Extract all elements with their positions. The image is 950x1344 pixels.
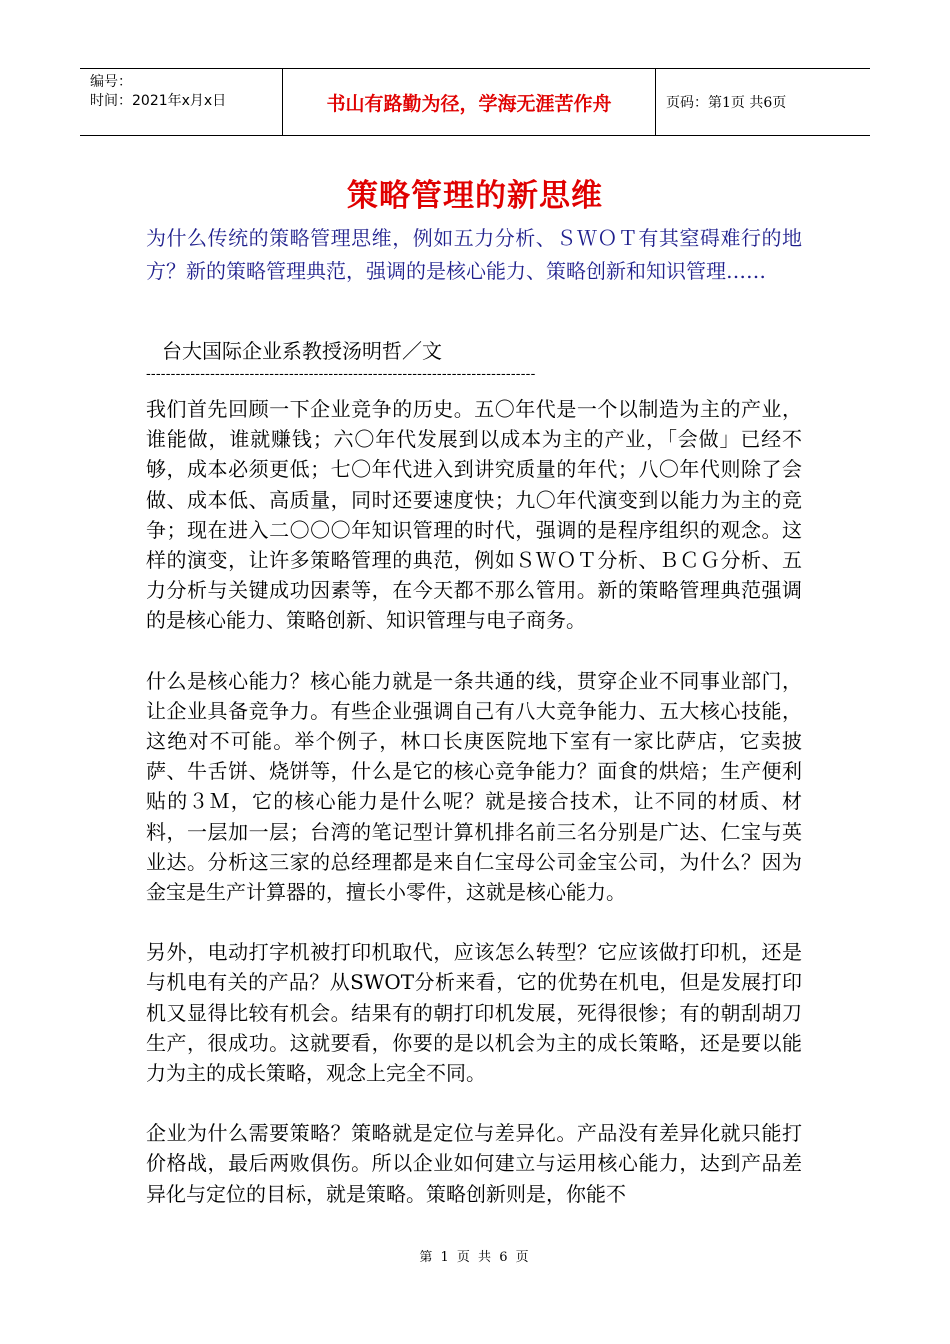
paragraph: 什么是核心能力？核心能力就是一条共通的线，贯穿企业不同事业部门，让企业具备竞争力。有些企业强调自己有八大竞争能力、五大核心技能，这绝对不可能。举个例子，林口长庚医院地下室有一家比萨店，它卖披萨、牛舌饼、烧饼等，什么是它的核心竞争能力？面食的烘焙；生产便利贴的３Ｍ，它的核心能力是什么呢？就是接合技术，让不同的材质、材料，一层加一层；台湾的笔记型计算机排名前三名分别是广达、仁宝与英业达。分析这三家的总经理都是来自仁宝母公司金宝公司，为什么？因为金宝是生产计算器的，擅长小零件，这就是核心能力。 <box>146 668 802 905</box>
header-page-info: 页码：第1页 共6页 <box>666 95 787 111</box>
divider-line: ------------------------------------------------------------------------------- <box>146 366 536 382</box>
paragraph: 企业为什么需要策略？策略就是定位与差异化。产品没有差异化就只能打价格战，最后两败俱伤。所以企业如何建立与运用核心能力，达到产品差异化与定位的目标，就是策略。策略创新则是，你能不 <box>146 1121 802 1206</box>
body-text <box>146 394 802 1239</box>
paragraph: 我们首先回顾一下企业竞争的历史。五〇年代是一个以制造为主的产业，谁能做，谁就赚钱；六〇年代发展到以成本为主的产业，「会做」已经不够，成本必须更低；七〇年代进入到讲究质量的年代；八〇年代则除了会做、成本低、高质量，同时还要速度快；九〇年代演变到以能力为主的竞争；现在进入二〇〇〇年知识管理的时代，强调的是程序组织的观念。这样的演变，让许多策略管理的典范，例如ＳＷＯＴ分析、ＢＣＧ分析、五力分析与关键成功因素等，在今天都不那么管用。新的策略管理典范强调的是核心能力、策略创新、知识管理与电子商务。 <box>146 397 802 633</box>
time-label: 时间：2021年x月x日 <box>90 93 227 109</box>
paragraph: 另外，电动打字机被打印机取代，应该怎么转型？它应该做打印机，还是与机电有关的产品？从SWOT分析来看，它的优势在机电，但是发展打印机又显得比较有机会。结果有的朝打印机发展，死得很惨；有的朝刮胡刀生产，很成功。这就要看，你要的是以机会为主的成长策略，还是要以能力为主的成长策略，观念上完全不同。 <box>146 940 802 1086</box>
document-title: 策略管理的新思维 <box>347 178 603 214</box>
number-label: 编号： <box>90 74 132 90</box>
header-meta <box>80 69 282 135</box>
document-header <box>80 68 870 136</box>
page-footer: 第 1 页 共 6 页 <box>419 1250 531 1265</box>
author-line: 台大国际企业系教授汤明哲／文 <box>162 339 442 363</box>
document-subtitle: 为什么传统的策略管理思维，例如五力分析、ＳＷＯＴ有其窒碍难行的地方？新的策略管理典范，强调的是核心能力、策略创新和知识管理…… <box>146 226 802 283</box>
header-motto: 书山有路勤为径，学海无涯苦作舟 <box>282 69 656 135</box>
